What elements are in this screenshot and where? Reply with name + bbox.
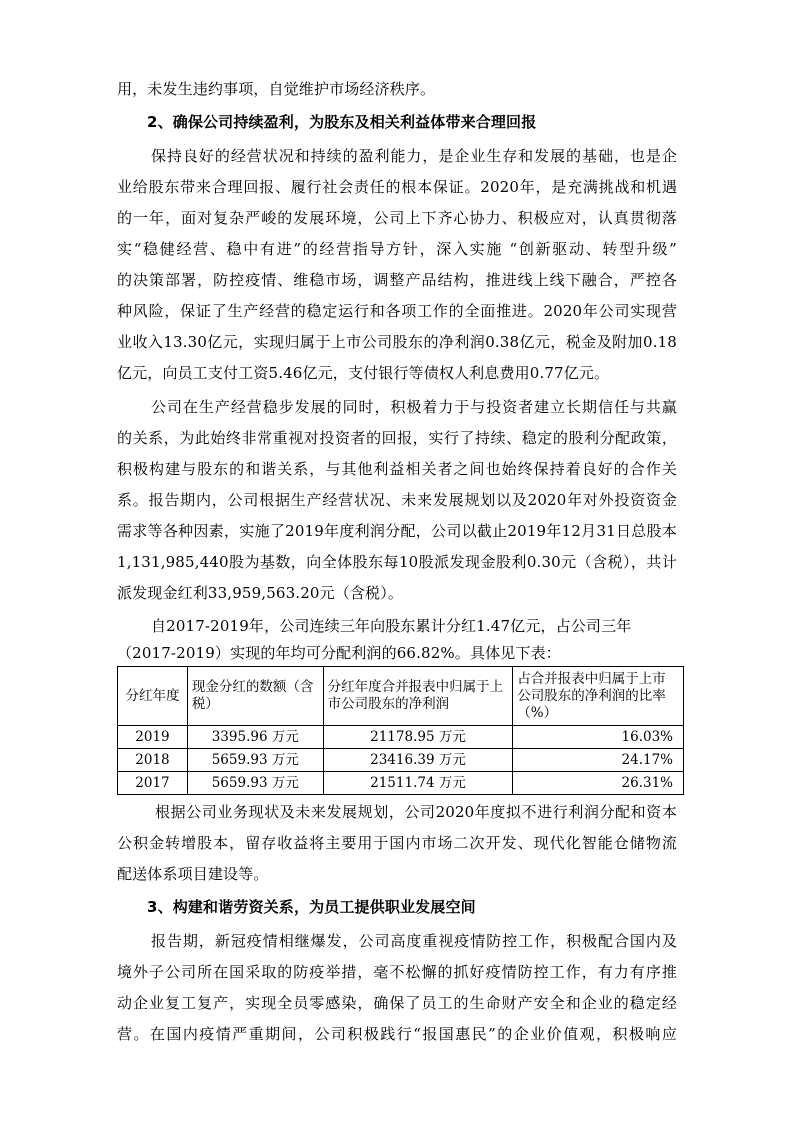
text-line: 业收入13.30亿元，实现归属于上市公司股东的净利润0.38亿元，税金及附加0.18 xyxy=(117,333,677,351)
text-line: 公积金转增股本，留存收益将主要用于国内市场二次开发、现代化智能仓储物流 xyxy=(117,834,677,852)
text-line: 自2017-2019年，公司连续三年向股东累计分红1.47亿元，占公司三年 xyxy=(151,617,632,635)
table-cell: 2019 xyxy=(118,726,188,749)
table-cell: 5659.93 万元 xyxy=(187,772,323,795)
table-cell: 21178.95 万元 xyxy=(323,726,513,749)
table-header-row xyxy=(118,667,684,726)
text-line: 1,131,985,440股为基数，向全体股东每10股派发现金股利0.30元（含税），共计 xyxy=(117,553,677,571)
table-cell: 26.31% xyxy=(513,772,684,795)
text-line: 派发现金红利33,959,563.20元（含税）。 xyxy=(117,584,403,602)
text-line: 业给股东带来合理回报、履行社会责任的根本保证。2020年，是充满挑战和机遇 xyxy=(117,178,677,196)
text-line: 根据公司业务现状及未来发展规划，公司2020年度拟不进行利润分配和资本 xyxy=(155,803,677,821)
text-line: 配送体系项目建设等。 xyxy=(117,865,269,883)
section-heading-2: 2、确保公司持续盈利，为股东及相关利益体带来合理回报 xyxy=(147,113,537,131)
table-header-cell: 分红年度合并报表中归属于上市公司股东的净利润 xyxy=(323,667,513,726)
text-line: （2017-2019）实现的年均可分配利润的66.82%。具体见下表： xyxy=(117,644,561,662)
table-cell: 21511.74 万元 xyxy=(323,772,513,795)
text-line: 报告期，新冠疫情相继爆发，公司高度重视疫情防控工作，积极配合国内及 xyxy=(151,932,677,950)
table-cell: 5659.93 万元 xyxy=(187,749,323,772)
text-line: 需求等各种因素，实施了2019年度利润分配，公司以截止2019年12月31日总股本 xyxy=(117,522,677,540)
table-header-cell: 现金分红的数额（含税） xyxy=(187,667,323,726)
table-header-cell: 占合并报表中归属于上市公司股东的净利润的比率（%） xyxy=(513,667,684,726)
table-cell: 3395.96 万元 xyxy=(187,726,323,749)
text-line: 种风险，保证了生产经营的稳定运行和各项工作的全面推进。2020年公司实现营 xyxy=(117,302,677,320)
text-line: 实“稳健经营、稳中有进”的经营指导方针，深入实施 “创新驱动、转型升级” xyxy=(117,240,677,258)
text-line: 的决策部署，防控疫情、维稳市场，调整产品结构，推进线上线下融合，严控各 xyxy=(117,271,677,289)
section-heading-3: 3、构建和谐劳资关系，为员工提供职业发展空间 xyxy=(147,898,476,916)
text-line: 境外子公司所在国采取的防疫举措，毫不松懈的抓好疫情防控工作，有力有序推 xyxy=(117,963,677,981)
text-line: 的一年，面对复杂严峻的发展环境，公司上下齐心协力、积极应对，认真贯彻落 xyxy=(117,209,677,227)
text-line: 动企业复工复产，实现全员零感染，确保了员工的生命财产安全和企业的稳定经 xyxy=(117,994,677,1012)
text-line: 亿元，向员工支付工资5.46亿元，支付银行等债权人利息费用0.77亿元。 xyxy=(117,364,610,382)
text-line: 保持良好的经营状况和持续的盈利能力，是企业生存和发展的基础，也是企 xyxy=(151,147,677,165)
text-line: 系。报告期内，公司根据生产经营状况、未来发展规划以及2020年对外投资资金 xyxy=(117,491,677,509)
table-cell: 2017 xyxy=(118,772,188,795)
text-line: 营。在国内疫情严重期间，公司积极践行“报国惠民”的企业价值观，积极响应 xyxy=(117,1025,677,1043)
table-cell: 16.03% xyxy=(513,726,684,749)
table-row xyxy=(118,726,684,749)
table-cell: 24.17% xyxy=(513,749,684,772)
dividend-table xyxy=(117,666,684,795)
text-line: 的关系，为此始终非常重视对投资者的回报，实行了持续、稳定的股利分配政策， xyxy=(117,429,677,447)
table-row xyxy=(118,749,684,772)
table-header-cell: 分红年度 xyxy=(118,667,188,726)
text-line: 用，未发生违约事项，自觉维护市场经济秩序。 xyxy=(117,80,436,98)
text-line: 积极构建与股东的和谐关系，与其他利益相关者之间也始终保持着良好的合作关 xyxy=(117,460,677,478)
table-cell: 2018 xyxy=(118,749,188,772)
text-line: 公司在生产经营稳步发展的同时，积极着力于与投资者建立长期信任与共赢 xyxy=(151,398,677,416)
table-row xyxy=(118,772,684,795)
table-cell: 23416.39 万元 xyxy=(323,749,513,772)
